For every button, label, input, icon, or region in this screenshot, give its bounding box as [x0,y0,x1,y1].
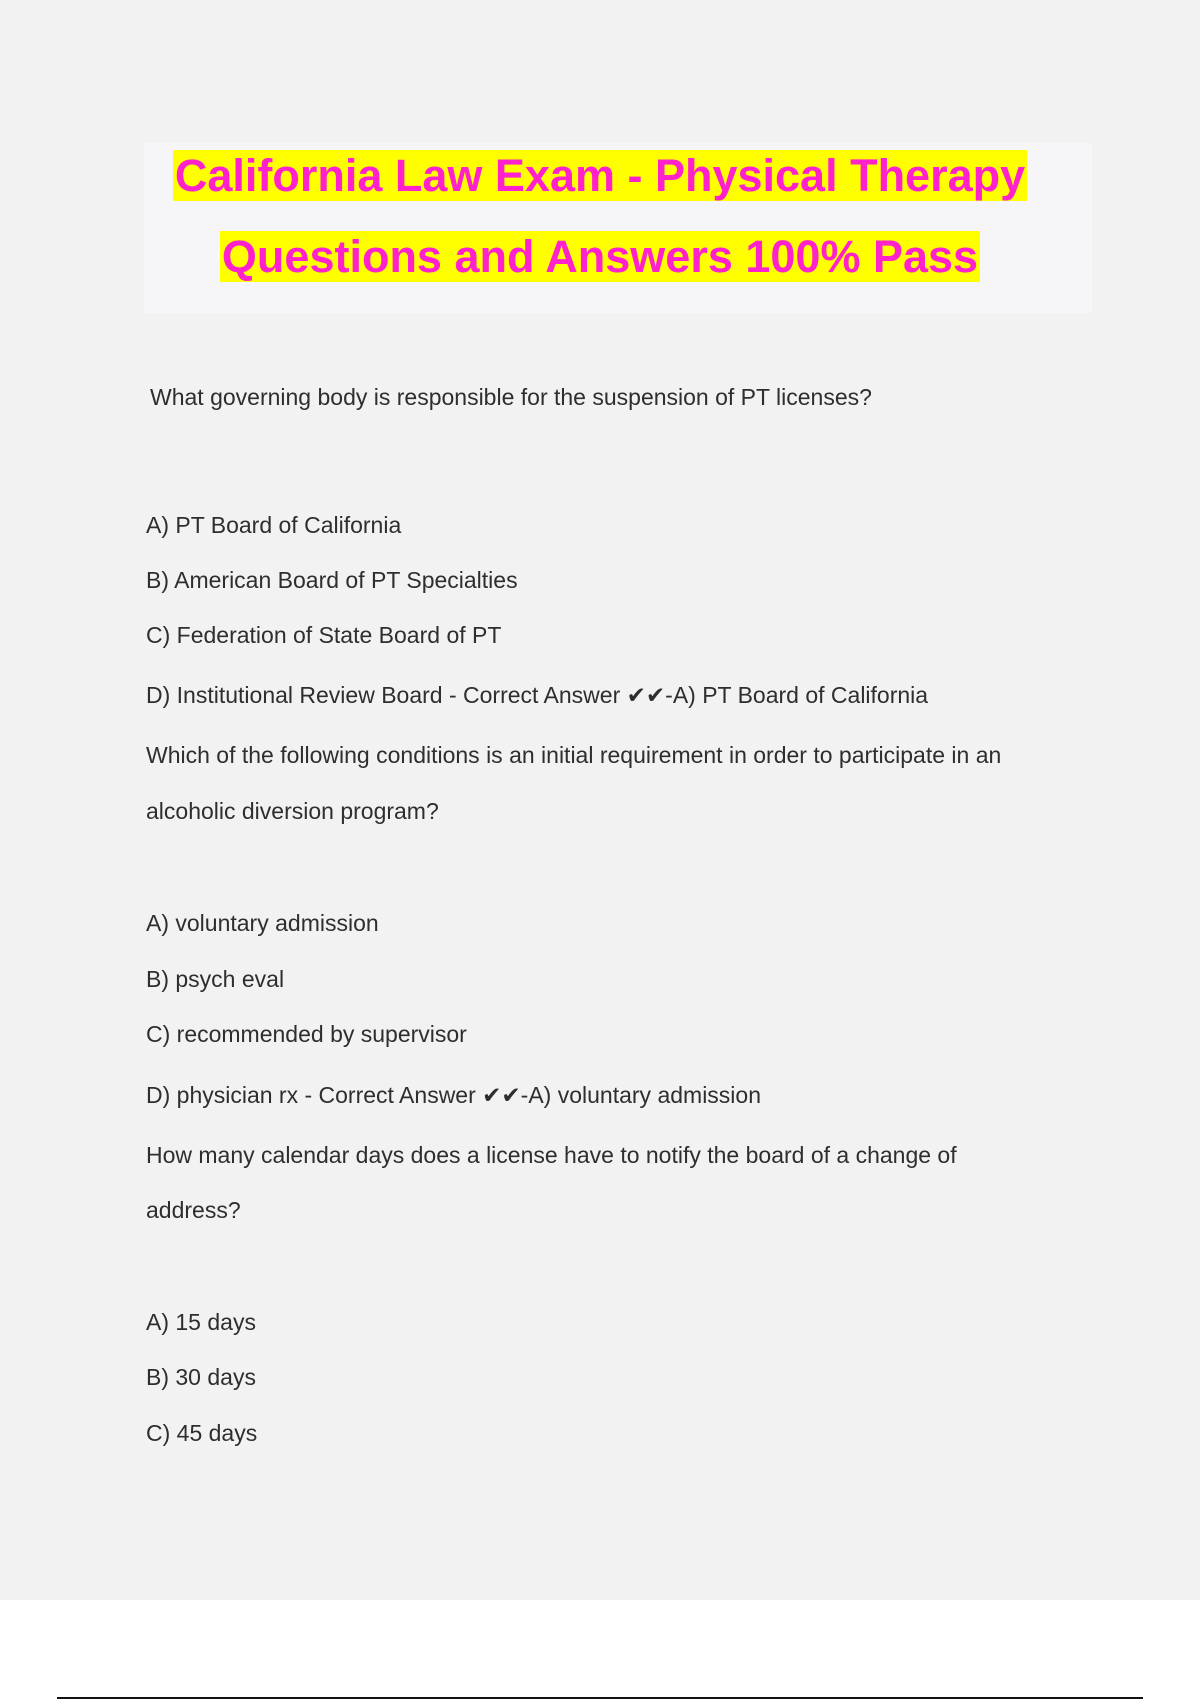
question-1-option-a: A) PT Board of California [146,512,402,538]
document-title-line-1 [0,148,1200,203]
footer-divider [57,1697,1143,1699]
question-3-option-b: B) 30 days [146,1364,256,1390]
document-title-text-1: California Law Exam - Physical Therapy [174,150,1026,201]
question-1-option-d-answer: D) Institutional Review Board - Correct Answer ✔✔-A) PT Board of California [146,682,929,708]
question-2-option-b: B) psych eval [146,966,285,992]
question-3-option-a: A) 15 days [146,1309,256,1335]
question-3-option-c: C) 45 days [146,1420,258,1446]
document-title-text-2: Questions and Answers 100% Pass [221,231,979,282]
question-2-option-c: C) recommended by supervisor [146,1021,467,1047]
question-2-text-line-2: alcoholic diversion program? [146,798,439,824]
question-3-text-line-1: How many calendar days does a license have to notify the board of a change of [146,1142,957,1168]
question-2-text-line-1: Which of the following conditions is an initial requirement in order to participate in an [146,742,1002,768]
question-1-option-b: B) American Board of PT Specialties [146,567,518,593]
question-1-text: What governing body is responsible for the suspension of PT licenses? [150,384,872,410]
question-2-option-d-answer: D) physician rx - Correct Answer ✔✔-A) voluntary admission [146,1082,761,1108]
question-3-text-line-2: address? [146,1197,241,1223]
question-2-option-a: A) voluntary admission [146,910,379,936]
question-1-option-c: C) Federation of State Board of PT [146,622,502,648]
document-title-line-2 [0,229,1200,284]
